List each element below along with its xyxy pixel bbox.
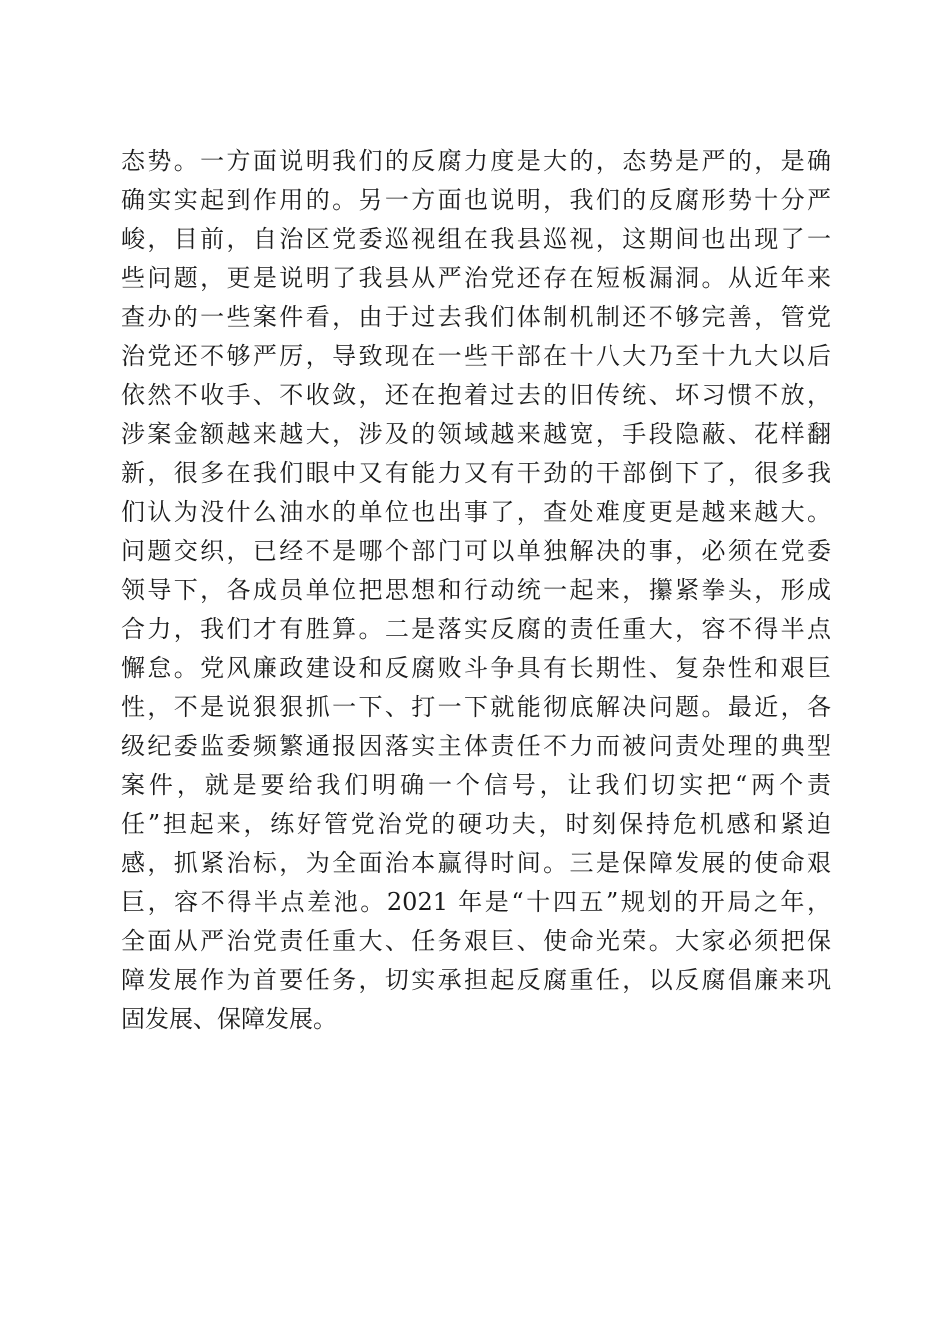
text-line: 级纪委监委频繁通报因落实主体责任不力而被问责处理的典型 [121, 732, 831, 760]
text-line: 懈怠。党风廉政建设和反腐败斗争具有长期性、复杂性和艰巨 [121, 654, 831, 682]
text-line: 峻，目前，自治区党委巡视组在我县巡视，这期间也出现了一 [121, 225, 831, 253]
text-line: 感，抓紧治标，为全面治本赢得时间。三是保障发展的使命艰 [121, 849, 831, 877]
text-line: 领导下，各成员单位把思想和行动统一起来，攥紧拳头，形成 [121, 576, 831, 604]
text-line: 确实实起到作用的。另一方面也说明，我们的反腐形势十分严 [121, 186, 831, 214]
text-line: 依然不收手、不收敛，还在抱着过去的旧传统、坏习惯不放， [121, 381, 831, 409]
text-line: 巨，容不得半点差池。2021 年是“十四五”规划的开局之年， [121, 888, 831, 916]
body-paragraph [121, 142, 831, 1039]
text-line: 固发展、保障发展。 [121, 1005, 337, 1033]
text-line: 案件，就是要给我们明确一个信号，让我们切实把“两个责 [121, 771, 831, 799]
text-line: 新，很多在我们眼中又有能力又有干劲的干部倒下了，很多我 [121, 459, 831, 487]
text-line: 些问题，更是说明了我县从严治党还存在短板漏洞。从近年来 [121, 264, 831, 292]
text-line: 涉案金额越来越大，涉及的领域越来越宽，手段隐蔽、花样翻 [121, 420, 831, 448]
text-line: 合力，我们才有胜算。二是落实反腐的责任重大，容不得半点 [121, 615, 831, 643]
text-line: 性，不是说狠狠抓一下、打一下就能彻底解决问题。最近，各 [121, 693, 831, 721]
text-line: 任”担起来，练好管党治党的硬功夫，时刻保持危机感和紧迫 [121, 810, 831, 838]
text-line: 全面从严治党责任重大、任务艰巨、使命光荣。大家必须把保 [121, 927, 831, 955]
text-line: 治党还不够严厉，导致现在一些干部在十八大乃至十九大以后 [121, 342, 831, 370]
text-line: 查办的一些案件看，由于过去我们体制机制还不够完善，管党 [121, 303, 831, 331]
text-line: 态势。一方面说明我们的反腐力度是大的，态势是严的，是确 [121, 147, 831, 175]
text-line: 问题交织，已经不是哪个部门可以单独解决的事，必须在党委 [121, 537, 831, 565]
text-line: 障发展作为首要任务，切实承担起反腐重任，以反腐倡廉来巩 [121, 966, 831, 994]
text-line: 们认为没什么油水的单位也出事了，查处难度更是越来越大。 [121, 498, 831, 526]
